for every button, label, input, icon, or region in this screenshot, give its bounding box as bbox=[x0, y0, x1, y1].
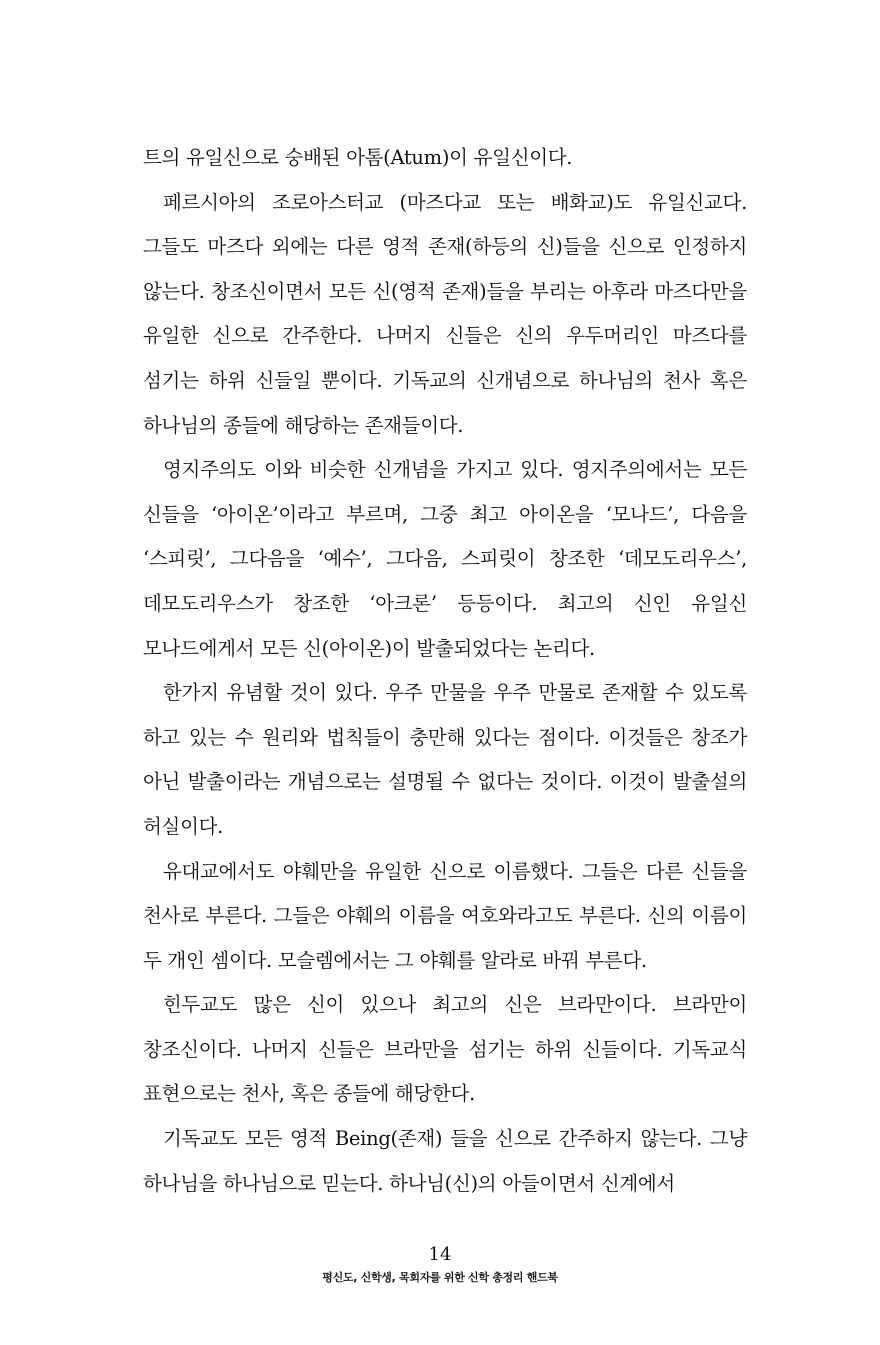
paragraph-continued: 트의 유일신으로 숭배된 아톰(Atum)이 유일신이다. bbox=[143, 146, 573, 169]
paragraph: 페르시아의 조로아스터교 (마즈다교 또는 배화교)도 유일신교다. 그들도 마즈다 외에는 다른 영적 존재(하등의 신)들을 신으로 인정하지 않는다. 창조신이면서 모든 신(영적 존재)들을 부리는 아후라 마즈다만을 유일한 신으로 간주한다. 나머지 신들은 신의 우두머리인 마즈다를 섬기는 하위 신들일 뿐이다. 기독교의 신개념으로 하나님의 천사 혹은 하나님의 종들에 해당하는 존재들이다. bbox=[143, 190, 747, 437]
paragraph: 힌두교도 많은 신이 있으나 최고의 신은 브라만이다. 브라만이 창조신이다. 나머지 신들은 브라만을 섬기는 하위 신들이다. 기독교식 표현으로는 천사, 혹은 종들에 해당한다. bbox=[143, 993, 747, 1106]
paragraph: 한가지 유념할 것이 있다. 우주 만물을 우주 만물로 존재할 수 있도록 하고 있는 수 원리와 법칙들이 충만해 있다는 점이다. 이것들은 창조가 아닌 발출이라는 개념으로는 설명될 수 없다는 것이다. 이것이 발출설의 허실이다. bbox=[143, 681, 747, 838]
body-text bbox=[143, 136, 747, 1206]
running-footer: 평신도, 신학생, 목회자를 위한 신학 총정리 핸드북 bbox=[322, 1271, 558, 1284]
paragraph: 영지주의도 이와 비슷한 신개념을 가지고 있다. 영지주의에서는 모든 신들을 ‘아이온’이라고 부르며, 그중 최고 아이온을 ‘모나드’, 다음을 ‘스피릿’, 그다음을 ‘예수’, 그다음, 스피릿이 창조한 ‘데모도리우스’, 데모도리우스가 창조한 ‘아크론’ 등등이다. 최고의 신인 유일신 모나드에게서 모든 신(아이온)이 발출되었다는 논리다. bbox=[143, 458, 747, 660]
page-number: 14 bbox=[428, 1244, 452, 1265]
paragraph: 기독교도 모든 영적 Being(존재) 들을 신으로 간주하지 않는다. 그냥 하나님을 하나님으로 믿는다. 하나님(신)의 아들이면서 신계에서 bbox=[143, 1127, 747, 1195]
paragraph: 유대교에서도 야훼만을 유일한 신으로 이름했다. 그들은 다른 신들을 천사로 부른다. 그들은 야훼의 이름을 여호와라고도 부른다. 신의 이름이 두 개인 셈이다. 모슬렘에서는 그 야훼를 알라로 바꿔 부른다. bbox=[143, 859, 747, 972]
